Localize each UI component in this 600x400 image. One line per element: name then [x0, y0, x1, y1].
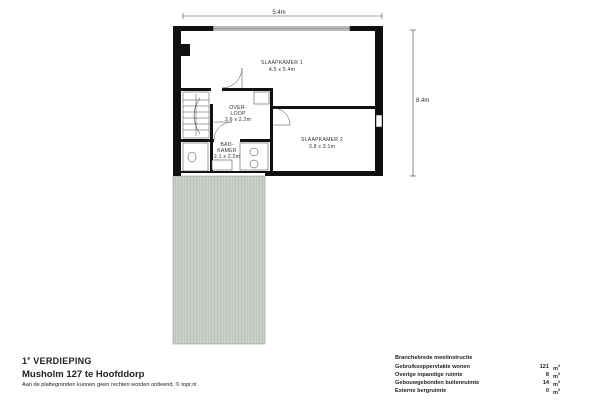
address: Musholm 127 te Hoofddorp	[22, 369, 145, 380]
window-right	[376, 115, 382, 127]
title-block	[22, 356, 197, 388]
area-row: Gebouwgebonden buitenruimte 14 $m^2$	[395, 378, 561, 388]
room-slaapkamer-2	[301, 137, 343, 150]
area-row: Gebruiksoppervlakte wonen 121 $m^2$	[395, 362, 561, 372]
room-name-line-1: BAD-	[220, 142, 234, 148]
room-overloop	[225, 105, 251, 123]
room-name: SLAAPKAMER 1	[261, 60, 303, 66]
area-row: Overige inpandige ruimte 8 $m^2$	[395, 370, 561, 380]
area-row: Externe bergruimte 0 $m^2$	[395, 386, 561, 396]
area-table-header: Branchebrede meetinstructie	[395, 355, 473, 361]
door-badkamer	[214, 122, 232, 140]
room-size: 2.6 x 2.2m	[224, 117, 252, 123]
cabinet	[254, 92, 269, 104]
room-size: 3.8 x 3.1m	[308, 144, 336, 150]
width-dimension-label: 5.4m	[272, 10, 286, 16]
disclaimer: Aan de plattegronden kunnen geen rechten worden ontleend. © topr.nl	[22, 382, 197, 388]
door-slaapkamer-2	[273, 108, 290, 125]
room-size: 4.5 x 5.4m	[268, 67, 296, 73]
room-name-line-1: OVER-	[229, 105, 247, 111]
room-name-line-2: KAMER	[217, 148, 237, 154]
roof-area	[173, 176, 265, 344]
room-slaapkamer-1	[261, 60, 303, 73]
room-name-line-2: LOOP	[230, 111, 246, 117]
room-name: SLAAPKAMER 2	[301, 137, 343, 143]
depth-dimension-label: 8.4m	[416, 98, 430, 104]
door-slaapkamer-1	[222, 68, 242, 88]
room-size: 2.1 x 2.2m	[213, 154, 241, 160]
room-badkamer	[214, 142, 240, 160]
area-table	[395, 355, 575, 395]
wall-stub	[181, 44, 190, 56]
floor-title: 1e VERDIEPING	[22, 356, 92, 366]
window-top	[213, 27, 350, 30]
interior-walls	[181, 88, 375, 176]
stair	[183, 92, 209, 138]
